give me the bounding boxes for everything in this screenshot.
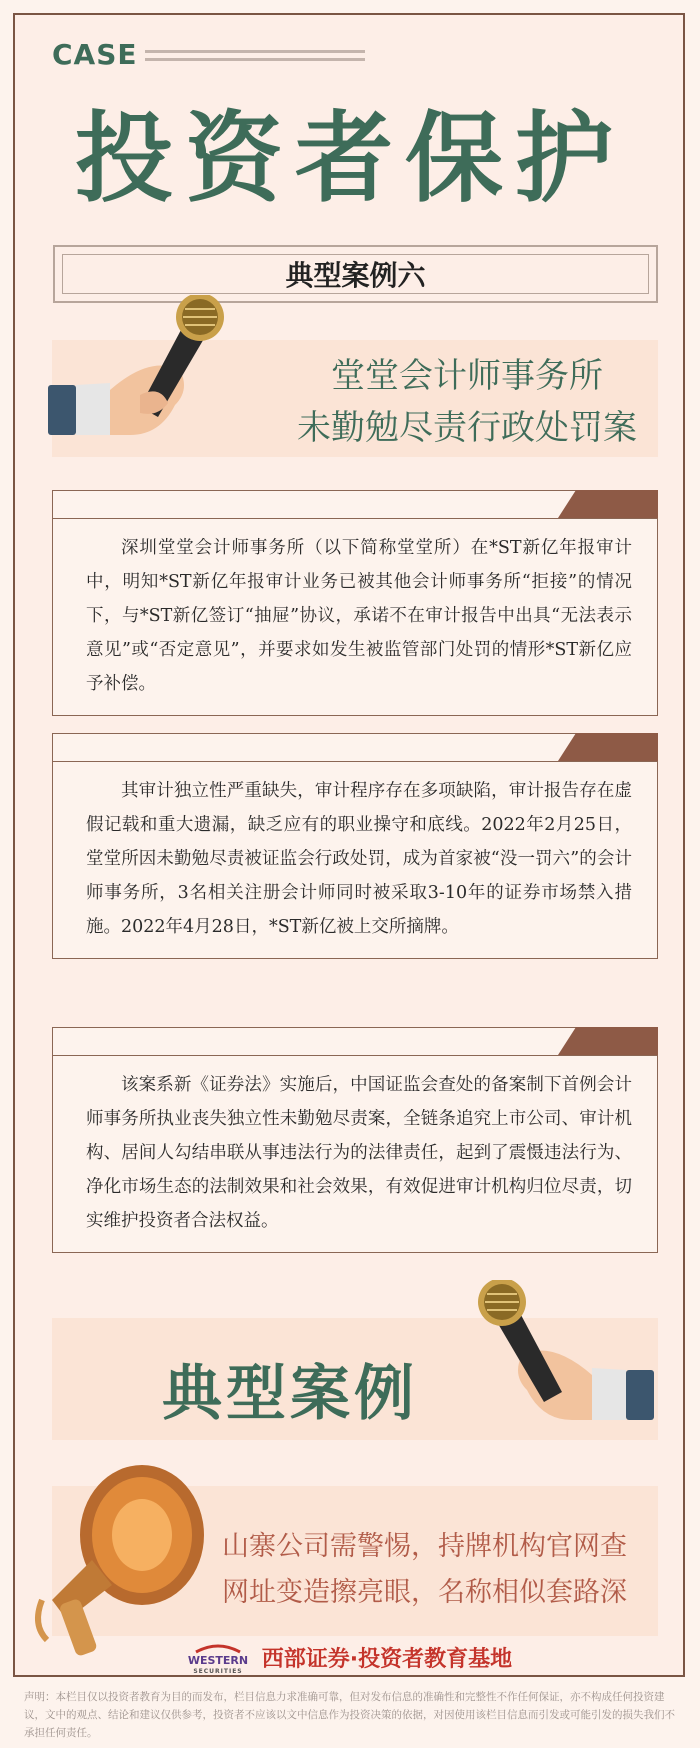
page-title: 投资者保护 — [74, 101, 625, 216]
card-tab-decoration — [558, 733, 658, 761]
case-title-line2: 未勤勉尽责行政处罚案 — [297, 408, 637, 448]
card-tab-decoration — [558, 490, 658, 518]
case-title — [267, 350, 667, 454]
case-card-3 — [52, 1027, 658, 1253]
company-logo — [188, 1644, 248, 1677]
card-text: 该案系新《证券法》实施后，中国证监会查处的备案制下首例会计师事务所执业丧失独立性未勤勉尽责案，全链条追究上市公司、审计机构、居间人勾结串联从事违法行为的法律责任，起到了震慑违法行为、净化市场生态的法制效果和社会效果，有效促进审计机构归位尽责，切实维护投资者合法权益。 — [86, 1075, 632, 1231]
case-label: CASE — [52, 38, 138, 71]
card-text: 深圳堂堂会计师事务所（以下简称堂堂所）在*ST新亿年报审计中，明知*ST新亿年报审计业务已被其他会计师事务所“拒接”的情况下，与*ST新亿签订“抽屉”协议，承诺不在审计报告中出具“无法表示意见”或“否定意见”，并要求如发生被监管部门处罚的情形*ST新亿应予补偿。 — [86, 538, 632, 694]
disclaimer: 声明：本栏目仅以投资者教育为目的而发布，栏目信息力求准确可靠，但对发布信息的准确性和完整性不作任何保证，亦不构成任何投资建议，文中的观点、结论和建议仅供参考，投资者不应该以文中信息作为投资决策的依据，对因使用该栏目信息而引发或可能引发的损失我们不承担任何责任。 — [24, 1691, 675, 1739]
microphone-hand-icon — [462, 1280, 662, 1450]
logo-subtext: SECURITIES — [193, 1667, 243, 1675]
card-header — [53, 1028, 657, 1056]
microphone-hand-icon — [40, 295, 240, 465]
megaphone-icon — [22, 1450, 222, 1670]
case-card-2 — [52, 733, 658, 959]
brand-footer — [0, 1642, 700, 1677]
case-title-line1: 堂堂会计师事务所 — [331, 356, 603, 396]
card-header — [53, 734, 657, 762]
brand-text: 西部证券·投资者教育基地 — [261, 1647, 513, 1672]
slogan-line-2: 网址变造擦亮眼，名称相似套路深 — [222, 1577, 627, 1608]
slogan-line-1: 山寨公司需警惕，持牌机构官网查 — [222, 1531, 627, 1562]
case-card-1 — [52, 490, 658, 716]
card-text: 其审计独立性严重缺失，审计程序存在多项缺陷，审计报告存在虚假记载和重大遗漏，缺乏应有的职业操守和底线。2022年2月25日，堂堂所因未勤勉尽责被证监会行政处罚，成为首家被“没一罚六”的会计师事务所，3名相关注册会计师同时被采取3-10年的证券市场禁入措施。2022年4月28日，*ST新亿被上交所摘牌。 — [86, 781, 632, 937]
logo-text: WESTERN — [187, 1653, 249, 1667]
typical-case-title: 典型案例 — [162, 1359, 418, 1429]
decorative-lines — [145, 50, 365, 64]
subtitle: 典型案例六 — [62, 254, 649, 294]
card-header — [53, 491, 657, 519]
card-tab-decoration — [558, 1027, 658, 1055]
